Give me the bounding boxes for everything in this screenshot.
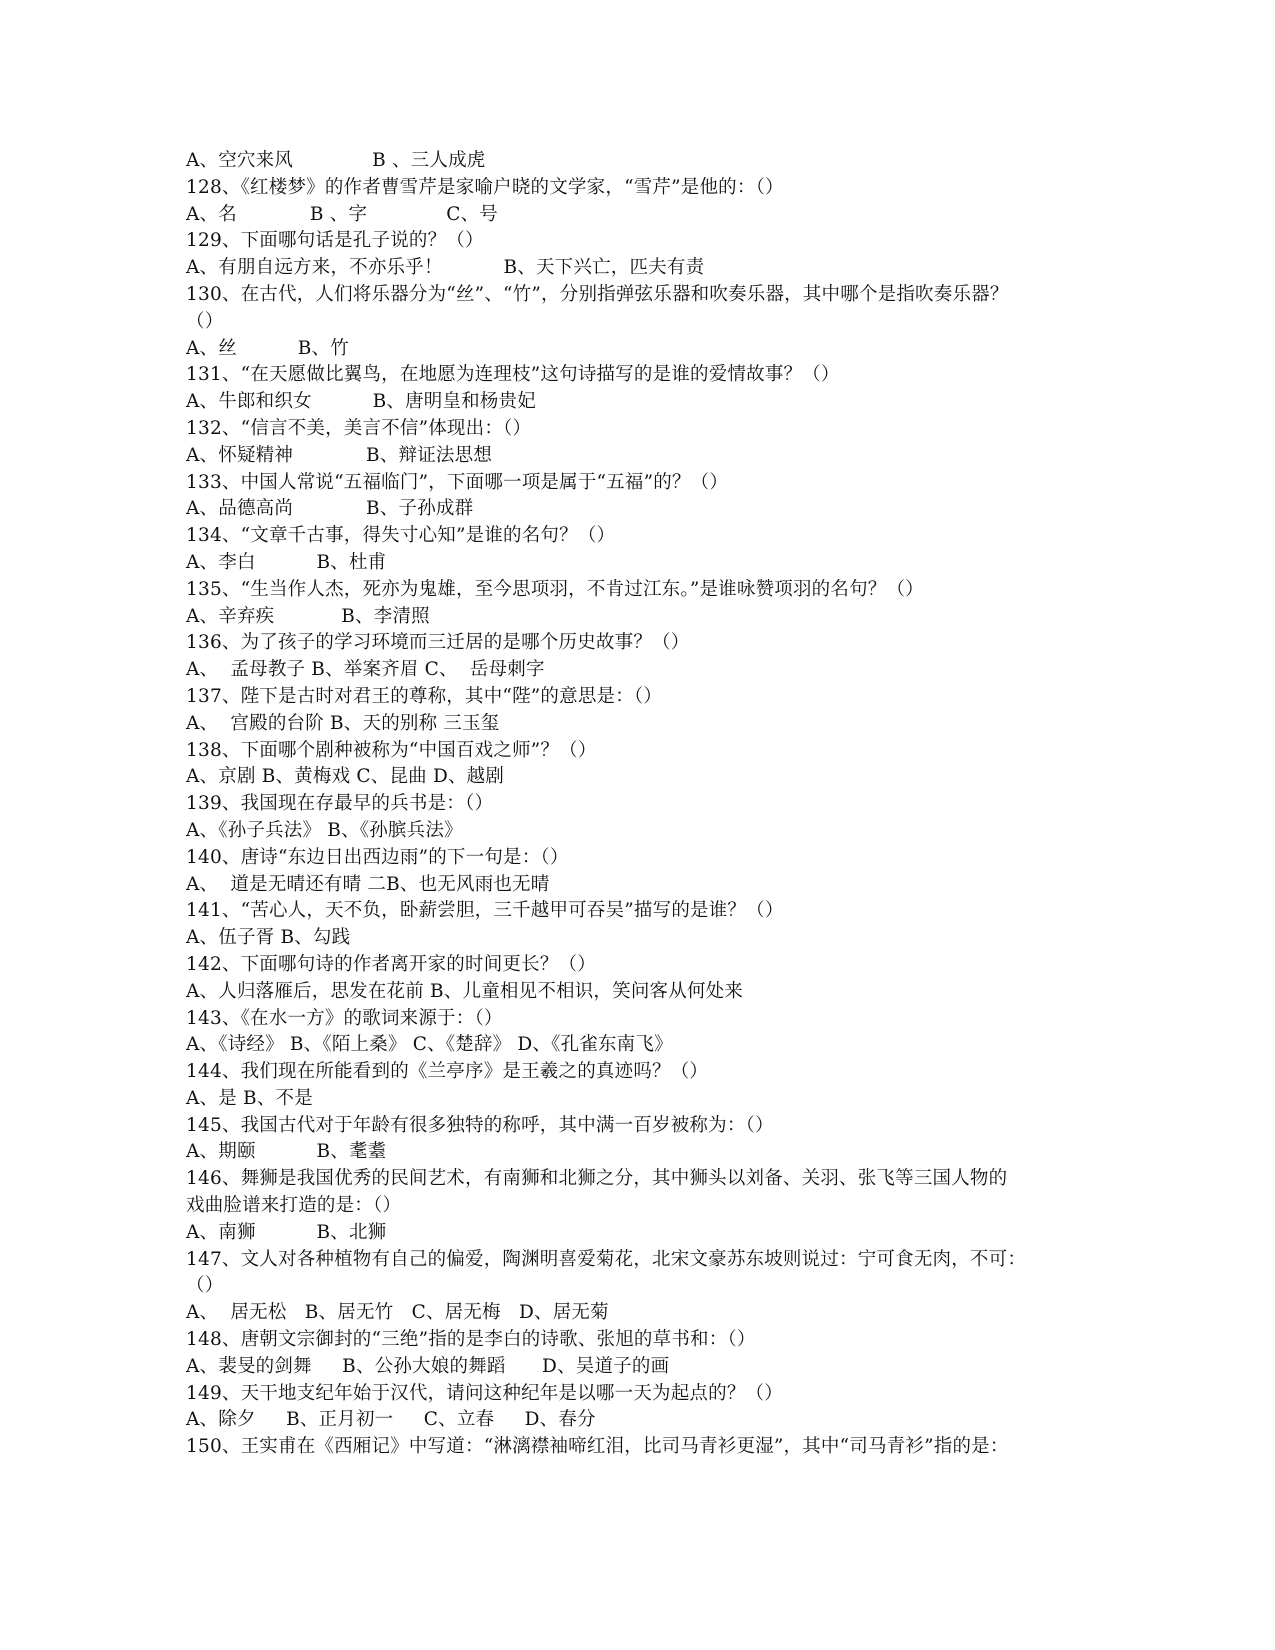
options-135: A、辛弃疾 B、李清照 xyxy=(186,605,430,627)
options-140: A、 道是无晴还有晴 二B、也无风雨也无晴 xyxy=(186,873,550,895)
options-130: A、丝 B、竹 xyxy=(186,337,349,359)
question-138: 138、下面哪个剧种被称为“中国百戏之师”？（） xyxy=(186,739,597,761)
options-144: A、是 B、不是 xyxy=(186,1087,313,1109)
question-147: 147、文人对各种植物有自己的偏爱，陶渊明喜爱菊花，北宋文豪苏东坡则说过：宁可食无肉，不可： xyxy=(186,1248,1027,1270)
question-136: 136、为了孩子的学习环境而三迁居的是哪个历史故事？（） xyxy=(186,632,690,654)
options-129: A、有朋自远方来，不亦乐乎！ B、天下兴亡，匹夫有责 xyxy=(186,257,705,279)
options-145: A、期颐 B、耄耋 xyxy=(186,1141,387,1163)
question-130-continued: （） xyxy=(186,310,224,332)
options-148: A、裴旻的剑舞 B、公孙大娘的舞蹈 D、吴道子的画 xyxy=(186,1355,670,1377)
question-134: 134、“文章千古事，得失寸心知”是谁的名句？（） xyxy=(186,525,616,547)
question-146-continued: 戏曲脸谱来打造的是：（） xyxy=(186,1195,402,1217)
options-132: A、怀疑精神 B、辩证法思想 xyxy=(186,444,493,466)
question-135: 135、“生当作人杰，死亦为鬼雄，至今思项羽，不肯过江东。”是谁咏赞项羽的名句？（） xyxy=(186,578,924,600)
question-129: 129、下面哪句话是孔子说的？（） xyxy=(186,230,484,252)
question-132: 132、“信言不美，美言不信”体现出：（） xyxy=(186,417,532,439)
question-147-continued: （） xyxy=(186,1275,224,1297)
question-130: 130、在古代，人们将乐器分为“丝”、“竹”，分别指弹弦乐器和吹奏乐器，其中哪个是指吹奏乐器？ xyxy=(186,283,1009,305)
question-146: 146、舞狮是我国优秀的民间艺术，有南狮和北狮之分，其中狮头以刘备、关羽、张飞等三国人物的 xyxy=(186,1168,1008,1190)
options-147: A、 居无松 B、居无竹 C、居无梅 D、居无菊 xyxy=(186,1302,609,1324)
options-138: A、京剧 B、黄梅戏 C、昆曲 D、越剧 xyxy=(186,766,505,788)
question-145: 145、我国古代对于年龄有很多独特的称呼，其中满一百岁被称为：（） xyxy=(186,1114,774,1136)
options-146: A、南狮 B、北狮 xyxy=(186,1221,387,1243)
question-131: 131、“在天愿做比翼鸟，在地愿为连理枝”这句诗描写的是谁的爱情故事？（） xyxy=(186,364,840,386)
options-131: A、牛郎和织女 B、唐明皇和杨贵妃 xyxy=(186,391,536,413)
text-line: A、空穴来风 B 、三人成虎 xyxy=(186,150,486,171)
options-137: A、 宫殿的台阶 B、天的别称 三玉玺 xyxy=(186,712,500,734)
question-144: 144、我们现在所能看到的《兰亭序》是王羲之的真迹吗？（） xyxy=(186,1061,709,1083)
question-148: 148、唐朝文宗御封的“三绝”指的是李白的诗歌、张旭的草书和：（） xyxy=(186,1329,756,1351)
question-150: 150、王实甫在《西厢记》中写道：“淋漓襟袖啼红泪，比司马青衫更湿”，其中“司马青衫”指的是： xyxy=(186,1436,1009,1458)
question-140: 140、唐诗“东边日出西边雨”的下一句是：（） xyxy=(186,846,569,868)
question-137: 137、陛下是古时对君王的尊称，其中“陛”的意思是：（） xyxy=(186,685,663,707)
options-141: A、伍子胥 B、勾践 xyxy=(186,927,351,949)
question-128: 128、《红楼梦》的作者曹雪芹是家喻户晓的文学家，“雪芹”是他的：（） xyxy=(186,176,784,198)
options-139: A、《孙子兵法》 B、《孙膑兵法》 xyxy=(186,819,463,841)
question-149: 149、天干地支纪年始于汉代，请问这种纪年是以哪一天为起点的？（） xyxy=(186,1382,783,1404)
question-142: 142、下面哪句诗的作者离开家的时间更长？（） xyxy=(186,953,596,975)
options-134: A、李白 B、杜甫 xyxy=(186,551,387,573)
question-143: 143、《在水一方》的歌词来源于：（） xyxy=(186,1007,503,1029)
question-list xyxy=(186,148,1086,1461)
options-142: A、人归落雁后，思发在花前 B、儿童相见不相识，笑问客从何处来 xyxy=(186,980,744,1002)
question-139: 139、我国现在存最早的兵书是：（） xyxy=(186,793,494,815)
options-143: A、《诗经》 B、《陌上桑》 C、《楚辞》 D、《孔雀东南飞》 xyxy=(186,1034,673,1056)
options-133: A、品德高尚 B、子孙成群 xyxy=(186,498,474,520)
question-141: 141、“苦心人，天不负，卧薪尝胆，三千越甲可吞吴”描写的是谁？（） xyxy=(186,900,784,922)
options-149: A、除夕 B、正月初一 C、立春 D、春分 xyxy=(186,1409,596,1431)
options-128: A、名 B 、字 C、号 xyxy=(186,203,499,225)
question-133: 133、中国人常说“五福临门”，下面哪一项是属于“五福”的？（） xyxy=(186,471,729,493)
options-136: A、 孟母教子 B、举案齐眉 C、 岳母刺字 xyxy=(186,659,545,681)
